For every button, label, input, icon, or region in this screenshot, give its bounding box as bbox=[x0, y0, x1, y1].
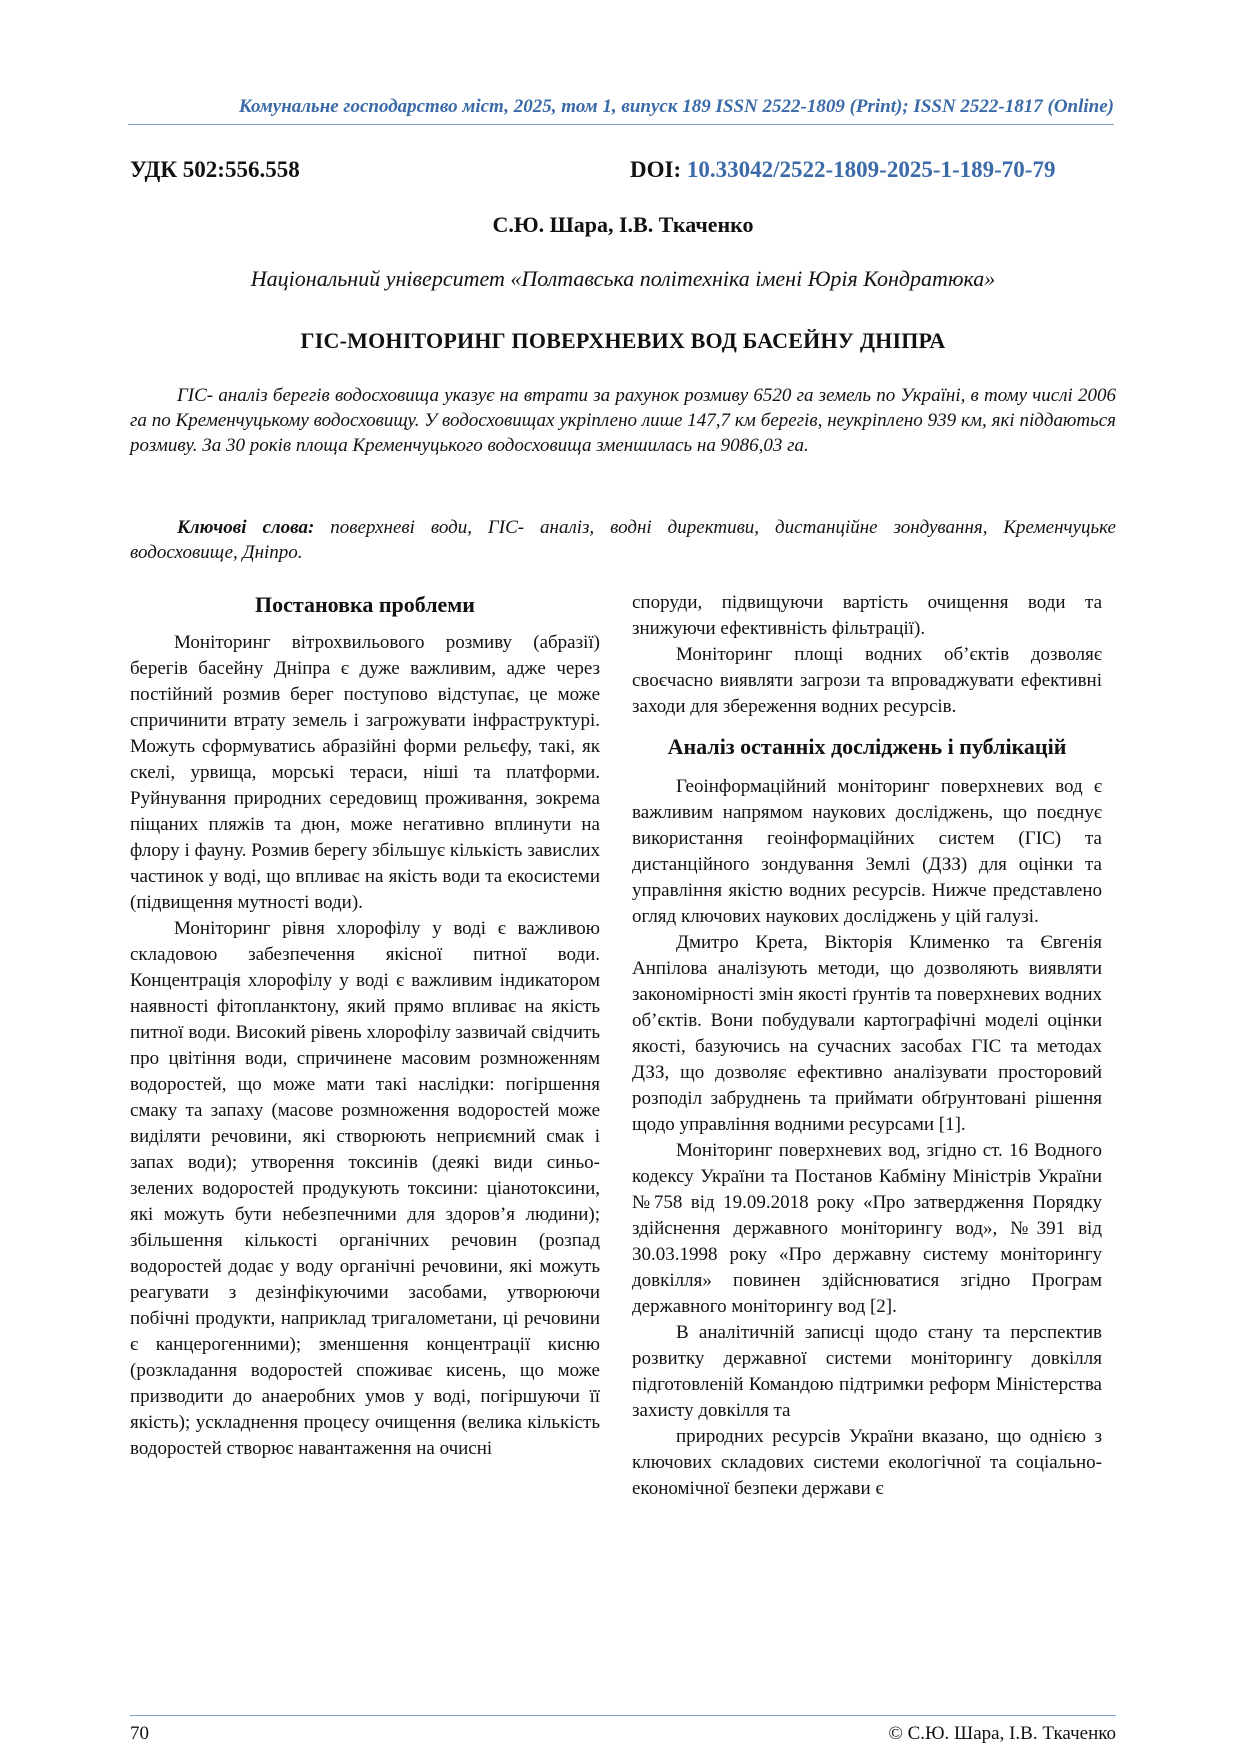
section-heading-problem: Постановка проблеми bbox=[255, 592, 475, 617]
paragraph: Моніторинг рівня хлорофілу у воді є важливою складовою забезпечення якісної питної води. Концентрація хлорофілу у воді є важливим індикатором наявності фітопланктону, який прямо впливає на якість питної води. Високий рівень хлорофілу зазвичай свідчить про цвітіння води, спричинене масовим розмноженням водоростей, що може мати такі наслідки: погіршення смаку та запаху (масове розмноження водоростей може виділяти речовини, які створюють неприємний смак і запах води); утворення токсинів (деякі види синьо-зелених водоростей продукують токсини: ціанотоксини, які можуть бути небезпечними для здоров’я людини); збільшення кількості органічних речовин (розпад водоростей додає у воду органічні речовини, які можуть реагувати з дезінфікуючими засобами, утворюючи побічні продукти, наприклад тригалометани, ці речовини є канцерогенними); зменшення концентрації кисню (розкладання водоростей споживає кисень, що може призводити до анаеробних умов у воді, погіршуючи її якість); ускладнення процесу очищення (велика кількість водоростей створює навантаження на очисні bbox=[130, 918, 600, 1459]
doi bbox=[630, 157, 1055, 183]
paragraph: Моніторинг поверхневих вод, згідно ст. 16 Водного кодексу України та Постанов Кабміну Міністрів України №758 від 19.09.2018 року «Про затвердження Порядку здійснення державного моніторингу вод», №391 від 30.03.1998 року «Про державну систему моніторингу довкілля» повинен здійснюватися згідно Програм державного моніторингу вод [2]. bbox=[632, 1140, 1102, 1317]
journal-header: Комунальне господарство міст, 2025, том 1, випуск 189 ISSN 2522-1809 (Print); ISSN 2522-1817 (Online) bbox=[128, 96, 1114, 125]
paragraph-continuation: споруди, підвищуючи вартість очищення води та знижуючи ефективність фільтрації). bbox=[632, 592, 1102, 639]
paragraph: Моніторинг площі водних об’єктів дозволяє своєчасно виявляти загрози та впроваджувати ефективні заходи для збереження водних ресурсів. bbox=[632, 644, 1102, 717]
copyright: © С.Ю. Шара, І.В. Ткаченко bbox=[888, 1723, 1116, 1744]
paragraph: природних ресурсів України вказано, що однією з ключових складових системи екологічної та соціально-економічної безпеки держави є bbox=[632, 1426, 1102, 1499]
affiliation: Національний університет «Полтавська політехніка імені Юрія Кондратюка» bbox=[250, 266, 996, 291]
identifiers-row bbox=[130, 157, 1116, 187]
right-column bbox=[632, 590, 1102, 1502]
abstract: ГІС- аналіз берегів водосховища указує на втрати за рахунок розмиву 6520 га земель по Україні, в тому числі 2006 га по Кременчуцькому водосховищу. У водосховищах укріплено лише 147,7 км берегів, неукріплено 939 км, які піддаються розмиву. За 30 років площа Кременчуцького водосховища зменшилась на 9086,03 га. bbox=[130, 385, 1116, 456]
paragraph: Моніторинг вітрохвильового розмиву (абразії) берегів басейну Дніпра є дуже важливим, адже через постійний розмив берег поступово відступає, це може спричинити втрату земель і загрожувати інфраструктурі. Можуть сформуватись абразійні форми рельєфу, такі, як скелі, урвища, морські тераси, ніші та платформи. Руйнування природних середовищ проживання, зокрема піщаних пляжів та дюн, може негативно вплинути на флору і фауну. Розмив берегу збільшує кількість завислих частинок у воді, що впливає на якість води та екосистеми (підвищення мутності води). bbox=[130, 632, 600, 913]
page-number: 70 bbox=[130, 1723, 149, 1744]
doi-link[interactable]: 10.33042/2522-1809-2025-1-189-70-79 bbox=[686, 157, 1056, 182]
left-column bbox=[130, 590, 600, 1462]
footer-divider bbox=[130, 1715, 1116, 1716]
keywords bbox=[130, 515, 1116, 565]
section-heading-analysis: Аналіз останніх досліджень і публікацій bbox=[667, 734, 1067, 759]
udk-code: УДК 502:556.558 bbox=[130, 157, 300, 182]
paragraph: В аналітичній записці щодо стану та перспектив розвитку державної системи моніторингу довкілля підготовленій Командою підтримки реформ Міністерства захисту довкілля та bbox=[632, 1322, 1102, 1421]
paragraph: Дмитро Крета, Вікторія Клименко та Євгенія Анпілова аналізують методи, що дозволяють виявляти закономірності змін якості ґрунтів та поверхневих водних об’єктів. Вони побудували картографічні моделі оцінки якості, базуючись на сучасних засобах ГІС та методах ДЗЗ, що дозволяє ефективно аналізувати просторовий розподіл забруднень та приймати обґрунтовані рішення щодо управління водними ресурсами [1]. bbox=[632, 932, 1102, 1135]
article-title: ГІС-МОНІТОРИНГ ПОВЕРХНЕВИХ ВОД БАСЕЙНУ ДНІПРА bbox=[300, 328, 946, 353]
keywords-text: поверхневі води, ГІС- аналіз, водні директиви, дистанційне зондування, Кременчуцьке водосховище, Дніпро. bbox=[130, 517, 1116, 563]
authors: С.Ю. Шара, І.В. Ткаченко bbox=[492, 212, 754, 237]
doi-label: DOI: bbox=[630, 157, 687, 182]
paragraph: Геоінформаційний моніторинг поверхневих вод є важливим напрямом наукових досліджень, що поєднує використання геоінформаційних систем (ГІС) та дистанційного зондування Землі (ДЗЗ) для оцінки та управління якістю водних ресурсів. Нижче представлено огляд ключових наукових досліджень у цій галузі. bbox=[632, 776, 1102, 927]
keywords-label: Ключові слова: bbox=[177, 517, 315, 538]
